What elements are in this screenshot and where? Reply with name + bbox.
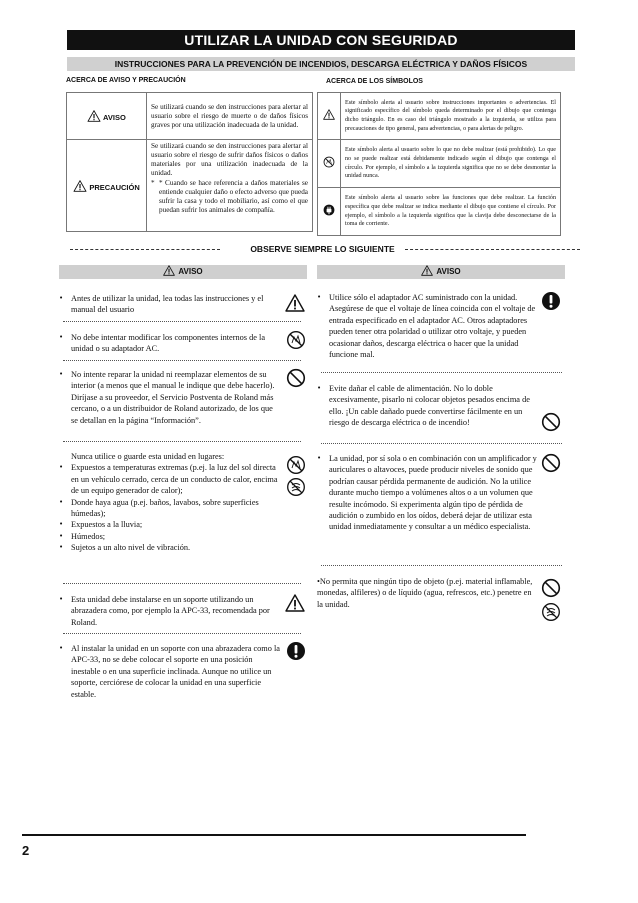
symbol-icon-cell xyxy=(318,93,341,140)
item-separator xyxy=(63,441,301,442)
footer-rule xyxy=(22,834,526,836)
bullet: • xyxy=(59,520,64,529)
bullet: • xyxy=(59,370,64,378)
material-damage-note xyxy=(151,179,308,215)
page-number: 2 xyxy=(22,843,30,858)
list-item xyxy=(59,531,281,542)
item-separator xyxy=(63,321,301,322)
bullet: • xyxy=(59,543,64,552)
warning-item-text: Antes de utilizar la unidad, lea todas las instrucciones y el manual del usuario xyxy=(71,294,264,315)
mandatory-icon xyxy=(286,641,306,661)
symbol-row-triangle xyxy=(318,93,561,140)
aviso-row xyxy=(67,93,313,140)
no-disassemble-icon xyxy=(286,330,306,350)
symbol-icon-cell xyxy=(318,140,341,188)
list-item-text: Sujetos a un alto nivel de vibración. xyxy=(71,543,191,553)
warning-item-text: No intente reparar la unidad ni reemplazar elementos de su interior (a menos que el manual le indique que debe hacerlo). Diríjase a su proveedor, el Servicio Postventa de Roland más cercano, o a un distribuidor de Roland autorizado, de los que se detallan en la página “Información”. xyxy=(71,370,275,425)
left-aviso-header: AVISO xyxy=(59,265,307,279)
bullet: • xyxy=(59,531,64,540)
bullet: • xyxy=(317,293,322,301)
symbol-row-mandatory xyxy=(318,188,561,236)
warning-item-text: Utilice sólo el adaptador AC suministrado con la unidad. Asegúrese de que el voltaje de línea coincida con el voltaje de entrada especificado en el adaptador AC. Otros adaptadores pueden tener otra polaridad o utilizar otro voltaje, y pueden ocasionar daños, descarga eléctrica o hacer que la unidad funcione mal. xyxy=(329,293,536,360)
warning-triangle-icon xyxy=(87,110,101,122)
warning-item-text: •No permita que ningún tipo de objeto (p.ej. material inflamable, monedas, alfileres) o de líquido (agua, refrescos, etc.) penetre en la unidad. xyxy=(317,577,533,609)
prohibited-icon xyxy=(541,578,561,598)
precaucion-label: PRECAUCIÓN xyxy=(89,182,140,192)
bullet: • xyxy=(59,294,64,302)
no-heat-icon xyxy=(286,455,306,475)
precaucion-label-cell xyxy=(67,140,147,232)
bullet: • xyxy=(317,454,322,462)
prohibited-icon xyxy=(541,453,561,473)
bullet: • xyxy=(59,333,64,341)
list-item xyxy=(59,462,281,496)
warning-item xyxy=(317,576,539,610)
list-item-text: Expuestos a temperaturas extremas (p.ej. la luz del sol directa en un vehículo cerrado, cerca de un conducto de calor, encima de un equipo generador de calor); xyxy=(71,463,278,496)
warning-item-locations xyxy=(59,451,281,554)
warning-levels-table xyxy=(66,92,313,232)
warning-item-text: Esta unidad debe instalarse en un soporte utilizando un abrazadera como, por ejemplo la APC-33, recomendada por Roland. xyxy=(71,595,270,627)
page-subtitle: INSTRUCCIONES PARA LA PREVENCIÓN DE INCENDIOS, DESCARGA ELÉCTRICA Y DAÑOS FÍSICOS xyxy=(67,57,575,71)
mandatory-icon xyxy=(541,291,561,311)
symbol-icon-cell xyxy=(318,188,341,236)
material-damage-note-text: * Cuando se hace referencia a daños materiales se entiende cualquier daño o efecto adverso que pueda sufrir la casa y todo el mobiliario, así como el que puedan sufrir los animales de compañía. xyxy=(159,179,308,214)
warning-triangle-icon xyxy=(421,265,433,276)
warning-triangle-icon xyxy=(73,180,87,192)
item-separator xyxy=(321,372,562,373)
prohibited-icon xyxy=(541,412,561,432)
no-liquid-icon xyxy=(541,602,561,622)
list-item-text: Donde haya agua (p.ej. baños, lavabos, sobre superficies húmedas); xyxy=(71,497,259,519)
list-item xyxy=(59,542,281,553)
list-item xyxy=(59,497,281,520)
warning-triangle-icon xyxy=(285,594,305,612)
item-separator xyxy=(63,360,301,361)
mandatory-plug-icon xyxy=(323,204,335,216)
aviso-description: Se utilizará cuando se den instrucciones para alertar al usuario sobre el riesgo de muerte o de daños físicos graves por una utilización inadecuada de la unidad. xyxy=(147,93,313,140)
bullet: • xyxy=(59,595,64,603)
warning-triangle-icon xyxy=(323,109,335,120)
prohibited-symbol-icon xyxy=(323,156,335,168)
page-title: UTILIZAR LA UNIDAD CON SEGURIDAD xyxy=(67,30,575,50)
warning-item-text: Al instalar la unidad en un soporte con una abrazadera como la APC-33, no se debe colocar el soporte en una posición inestable o en una superficie inclinada. Aunque no utilice un soporte, cerciórese de colocar la unidad en una superficie estable. xyxy=(71,644,280,699)
bullet: • xyxy=(59,497,64,506)
locations-list xyxy=(59,462,281,553)
item-separator xyxy=(63,633,301,634)
bullet: • xyxy=(317,384,322,392)
item-separator xyxy=(321,565,562,566)
aviso-label-cell xyxy=(67,93,147,140)
warning-item-text: No debe intentar modificar los componentes internos de la unidad o su adaptador AC. xyxy=(71,333,265,354)
no-water-icon xyxy=(286,477,306,497)
list-item-text: Húmedos; xyxy=(71,531,106,541)
about-symbols-heading: ACERCA DE LOS SÍMBOLOS xyxy=(326,78,423,85)
precaucion-row xyxy=(67,140,313,232)
aviso-label: AVISO xyxy=(103,113,126,122)
bullet: • xyxy=(59,463,64,472)
note-star: * xyxy=(151,179,155,187)
symbols-table xyxy=(317,92,561,236)
mandatory-symbol-description: Este símbolo alerta al usuario sobre las funciones que debe realizar. La función específica que debe realizar se indica mediante el dibujo que contiene el círculo. Por ejemplo, el símbolo a la izquierda significa que la clavija debe desconectarse de la toma de corriente. xyxy=(341,188,561,236)
item-separator xyxy=(321,443,562,444)
precaucion-description: Se utilizará cuando se den instrucciones para alertar al usuario sobre el riesgo de sufrir daños físicos o daños materiales por una utilización inadecuada de la unidad. xyxy=(151,142,308,177)
symbol-row-prohibited xyxy=(318,140,561,188)
right-aviso-header: AVISO xyxy=(317,265,565,279)
about-warnings-heading: ACERCA DE AVISO Y PRECAUCIÓN xyxy=(66,77,186,84)
warning-item-text: Evite dañar el cable de alimentación. No lo doble excesivamente, pisarlo ni colocar objetos pesados encima de ello. ¡Un cable dañado puede convertirse fácilmente en un riesgo de descarga eléctrica o de incendio! xyxy=(329,384,530,428)
observe-heading: OBSERVE SIEMPRE LO SIGUIENTE xyxy=(60,243,585,255)
triangle-symbol-description: Este símbolo alerta al usuario sobre instrucciones importantes o advertencias. El significado específico del símbolo queda determinado por el dibujo que contenga dicho triángulo. En es caso del triángulo mostrado a la izquierda, se utiliza para precauciones de tipo general, para advertencias, o para alertas de peligro. xyxy=(341,93,561,140)
precaucion-description-cell xyxy=(147,140,313,232)
bullet: • xyxy=(59,644,64,652)
warning-item-text: La unidad, por sí sola o en combinación con un amplificador y auriculares o altavoces, puede producir niveles de sonido que podrían causar pérdida permanente de audición. No la utilice durante mucho tiempo a volúmenes altos o a un volumen que resulte incómodo. Si experimenta algún tipo de pérdida de audición o zumbido en los oídos, deberá dejar de utilizar esta unidad inmediatamente y consultar a un médico especialista. xyxy=(329,454,537,532)
list-item xyxy=(59,519,281,530)
observe-divider xyxy=(60,243,585,255)
item-separator xyxy=(63,583,301,584)
prohibited-symbol-description: Este símbolo alerta al usuario sobre lo que no debe realizar (está prohibido). Lo que no se puede realizar está debidamente indicado según el dibujo que contenga el círculo. Por ejemplo, el símbolo a la izquierda significa que no se debe desmontar la unidad nunca. xyxy=(341,140,561,188)
prohibited-icon xyxy=(286,368,306,388)
locations-intro: Nunca utilice o guarde esta unidad en lugares: xyxy=(71,452,225,461)
warning-triangle-icon xyxy=(163,265,175,276)
warning-triangle-icon xyxy=(285,294,305,312)
list-item-text: Expuestos a la lluvia; xyxy=(71,520,143,530)
